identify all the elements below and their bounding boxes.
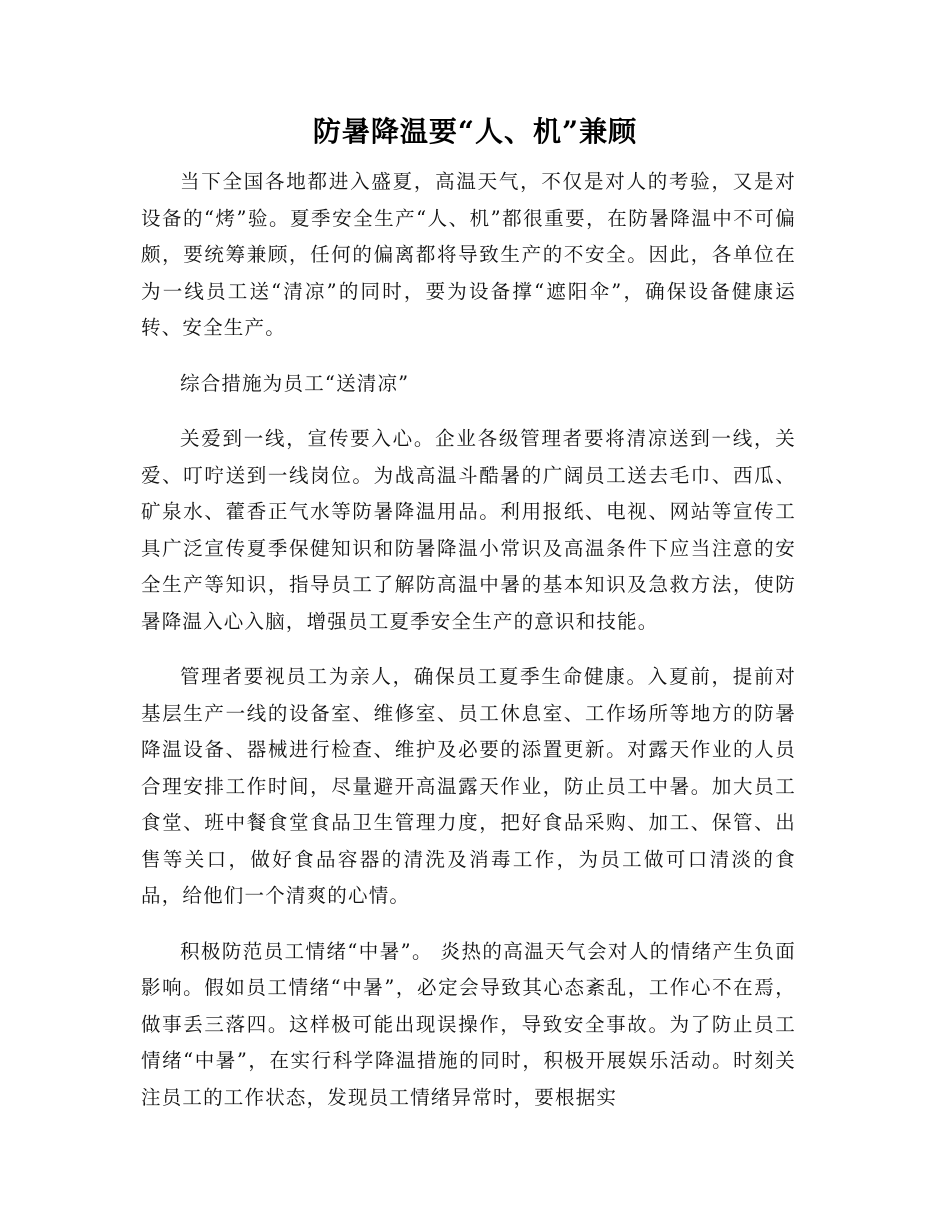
paragraph-intro: 当下全国各地都进入盛夏，高温天气，不仅是对人的考验，又是对设备的“烤”验。夏季安全生产“人、机”都很重要，在防暑降温中不可偏颇，要统筹兼顾，任何的偏离都将导致生产的不安全。因此，各单位在为一线员工送“清凉”的同时，要为设备撑“遮阳伞”，确保设备健康运转、安全生产。 bbox=[141, 170, 796, 339]
paragraph-spacer bbox=[141, 640, 796, 659]
paragraph-management: 管理者要视员工为亲人，确保员工夏季生命健康。入夏前，提前对基层生产一线的设备室、维修室、员工休息室、工作场所等地方的防暑降温设备、器械进行检查、维护及必要的添置更新。对露天作业的人员合理安排工作时间，尽量避开高温露天作业，防止员工中暑。加大员工食堂、班中餐食堂食品卫生管理力度，把好食品采购、加工、保管、出售等关口，做好食品容器的清洗及消毒工作，为员工做可口清淡的食品，给他们一个清爽的心情。 bbox=[141, 665, 796, 907]
document-body bbox=[141, 164, 796, 1116]
section-heading: 综合措施为员工“送清凉” bbox=[180, 371, 410, 395]
paragraph-spacer bbox=[141, 915, 796, 934]
paragraph-care: 关爱到一线，宣传要入心。企业各级管理者要将清凉送到一线，关爱、叮咛送到一线岗位。为战高温斗酷暑的广阔员工送去毛巾、西瓜、矿泉水、藿香正气水等防暑降温用品。利用报纸、电视、网站等宣传工具广泛宣传夏季保健知识和防暑降温小常识及高温条件下应当注意的安全生产等知识，指导员工了解防高温中暑的基本知识及急救方法，使防暑降温入心入脑，增强员工夏季安全生产的意识和技能。 bbox=[141, 427, 796, 633]
paragraph-spacer bbox=[141, 347, 796, 366]
paragraph-emotion: 积极防范员工情绪“中暑”。 炎热的高温天气会对人的情绪产生负面影响。假如员工情绪“中暑”，必定会导致其心态紊乱，工作心不在焉，做事丢三落四。这样极可能出现误操作，导致安全事故。为了防止员工情绪“中暑”，在实行科学降温措施的同时，积极开展娱乐活动。时刻关注员工的工作状态，发现员工情绪异常时，要根据实 bbox=[141, 939, 796, 1109]
paragraph-spacer bbox=[141, 402, 796, 421]
document-title: 防暑降温要“人、机”兼顾 bbox=[312, 115, 638, 148]
